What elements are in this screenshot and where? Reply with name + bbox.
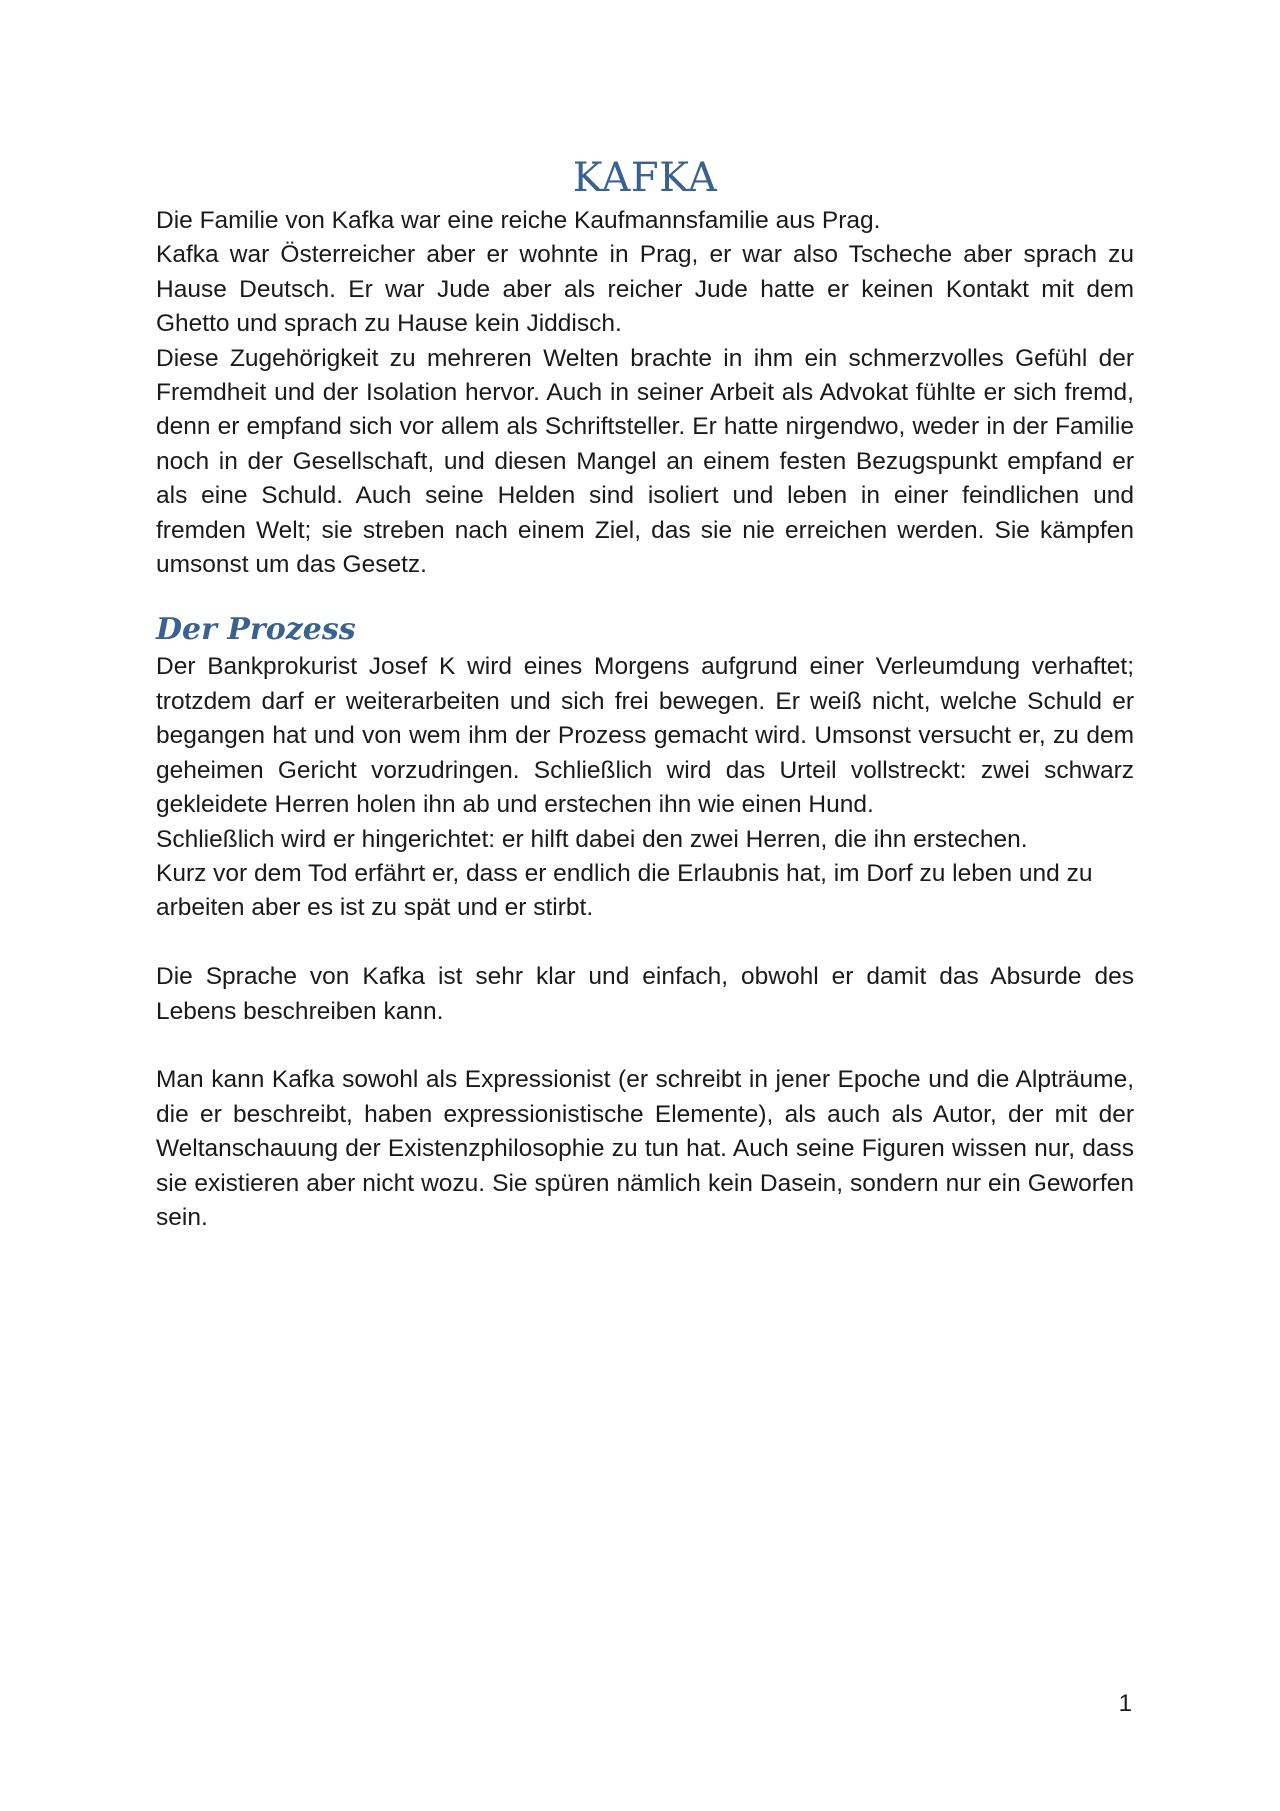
intro-paragraph-1: Die Familie von Kafka war eine reiche Kaufmannsfamilie aus Prag.	[156, 207, 881, 234]
paragraph-spacer	[156, 1029, 1134, 1063]
document-body	[156, 152, 1134, 1235]
section-paragraph-4: Die Sprache von Kafka ist sehr klar und einfach, obwohl er damit das Absurde des Lebens beschreiben kann.	[156, 963, 1134, 1025]
intro-paragraph-2: Kafka war Österreicher aber er wohnte in Prag, er war also Tscheche aber sprach zu Hause Deutsch. Er war Jude aber als reicher Jude hatte er keinen Kontakt mit dem Ghetto und sprach zu Hause kein Jiddisch.	[156, 241, 1134, 338]
page-number: 1	[1118, 1690, 1132, 1717]
document-title: KAFKA	[572, 155, 718, 201]
section-paragraph-3: Kurz vor dem Tod erfährt er, dass er endlich die Erlaubnis hat, im Dorf zu leben und zu arbeiten aber es ist zu spät und er stirbt.	[156, 859, 1093, 922]
paragraph-spacer	[156, 926, 1134, 960]
intro-paragraph-3: Diese Zugehörigkeit zu mehreren Welten brachte in ihm ein schmerzvolles Gefühl der Fremdheit und der Isolation hervor. Auch in seiner Arbeit als Advokat fühlte er sich fremd, denn er empfand sich vor allem als Schriftsteller. Er hatte nirgendwo, weder in der Familie noch in der Gesellschaft, und diesen Mangel an einem festen Bezugspunkt empfand er als eine Schuld. Auch seine Helden sind isoliert und leben in einer feindlichen und fremden Welt; sie streben nach einem Ziel, das sie nie erreichen werden. Sie kämpfen umsonst um das Gesetz.	[156, 344, 1134, 579]
section-heading: Der Prozess	[156, 612, 356, 648]
section-paragraph-5: Man kann Kafka sowohl als Expressionist (er schreibt in jener Epoche und die Alpträume, die er beschreibt, haben expressionistische Elemente), als auch als Autor, der mit der Weltanschauung der Existenzphilosophie zu tun hat. Auch seine Figuren wissen nur, dass sie existieren aber nicht wozu. Sie spüren nämlich kein Dasein, sondern nur ein Geworfen sein.	[156, 1066, 1134, 1231]
section-paragraph-1: Der Bankprokurist Josef K wird eines Morgens aufgrund einer Verleumdung verhaftet; trotzdem darf er weiterarbeiten und sich frei bewegen. Er weiß nicht, welche Schuld er begangen hat und von wem ihm der Prozess gemacht wird. Umsonst versucht er, zu dem geheimen Gericht vorzudringen. Schließlich wird das Urteil vollstreckt: zwei schwarz gekleidete Herren holen ihn ab und erstechen ihn wie einen Hund.	[156, 653, 1134, 819]
section-paragraph-2: Schließlich wird er hingerichtet: er hilft dabei den zwei Herren, die ihn erstechen.	[156, 825, 1028, 853]
